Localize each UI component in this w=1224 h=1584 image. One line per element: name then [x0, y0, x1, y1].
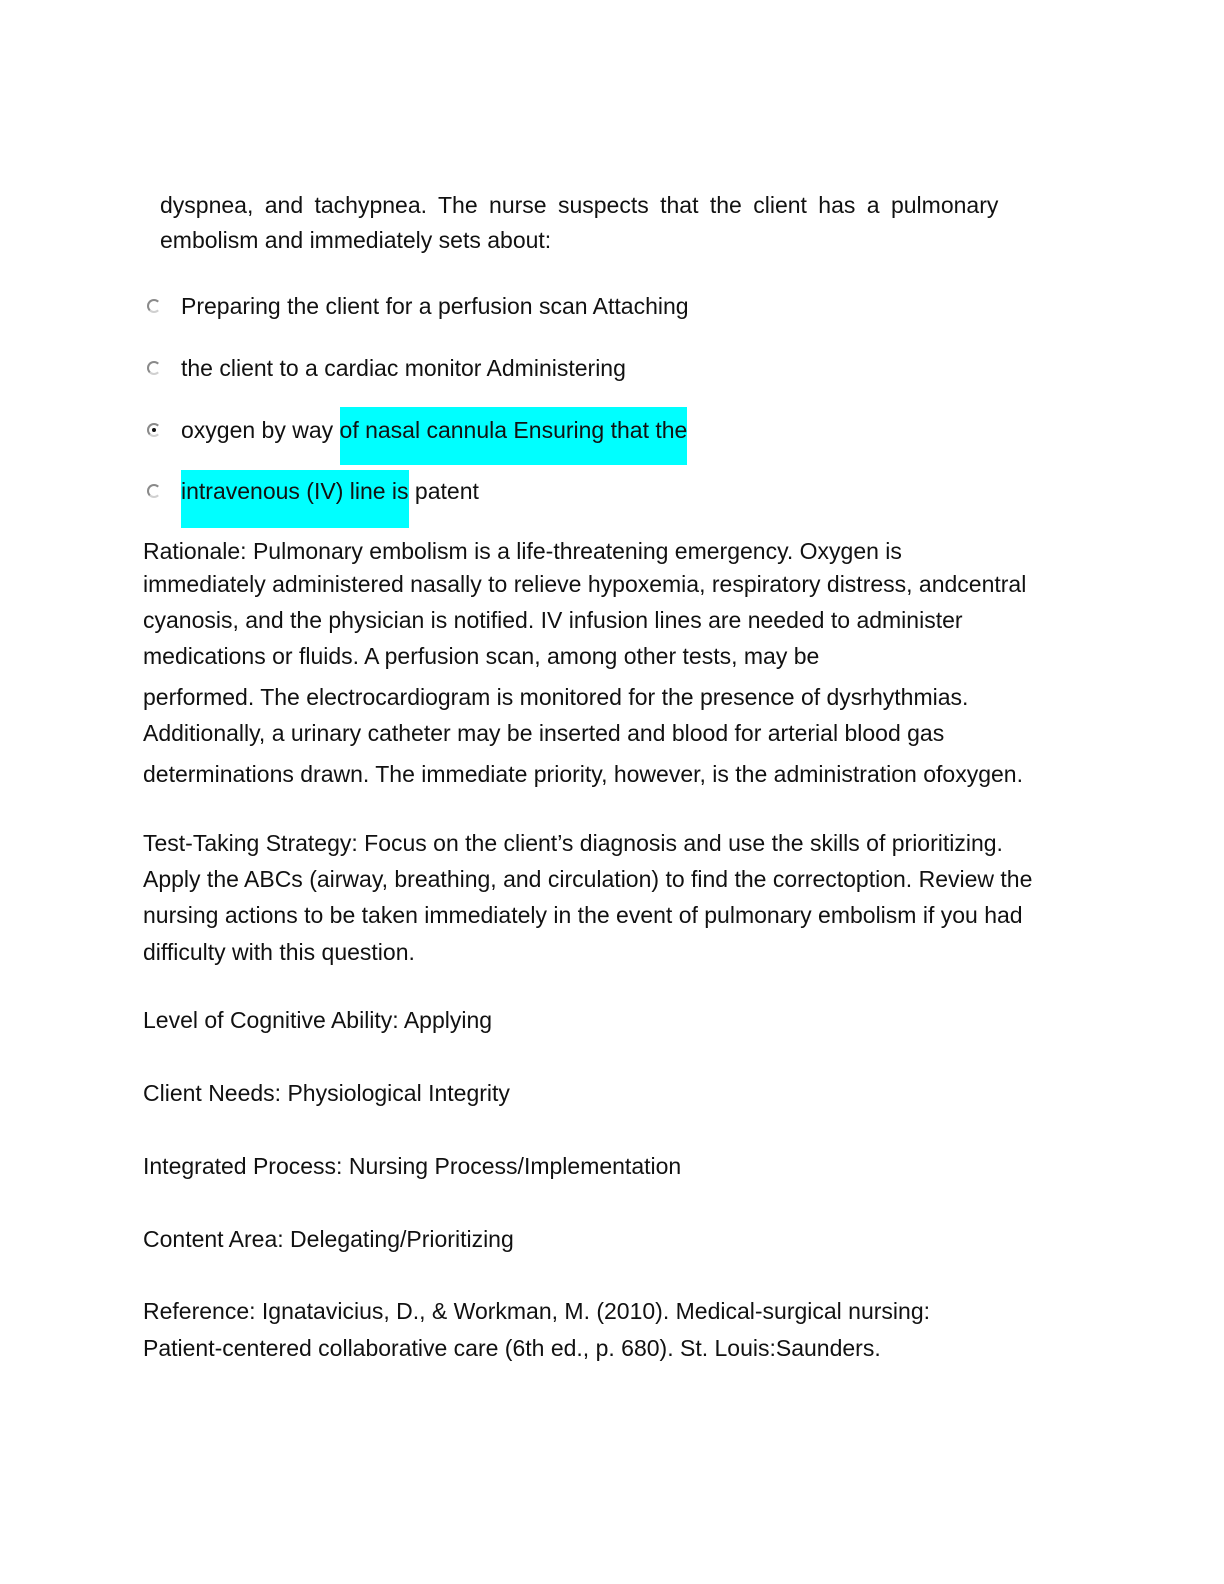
rationale-line: Rationale: Pulmonary embolism is a life-threatening emergency. Oxygen is [143, 538, 902, 564]
radio-button-icon[interactable] [147, 361, 161, 375]
cognitive-level: Level of Cognitive Ability: Applying [143, 1007, 493, 1033]
answer-option-label [181, 410, 687, 450]
radio-button-selected-icon[interactable] [147, 423, 161, 437]
strategy-line: nursing actions to be taken immediately in the event of pulmonary embolism if you had [143, 902, 1023, 928]
radio-button-icon[interactable] [147, 484, 161, 498]
reference-line: Reference: Ignatavicius, D., & Workman, M. (2010). Medical-surgical nursing: [143, 1298, 930, 1324]
answer-option-label [181, 471, 479, 511]
rationale-line: Additionally, a urinary catheter may be inserted and blood for arterial blood gas [143, 720, 945, 746]
highlighted-text: intravenous (IV) line is [181, 470, 409, 528]
strategy-line: Test-Taking Strategy: Focus on the client’s diagnosis and use the skills of prioritizing. [143, 830, 1003, 856]
answer-option-3[interactable] [142, 410, 687, 450]
highlighted-text: of nasal cannula Ensuring that the [340, 407, 688, 465]
rationale-line: medications or fluids. A perfusion scan, among other tests, may be [143, 643, 820, 669]
reference-line: Patient-centered collaborative care (6th ed., p. 680). St. Louis:Saunders. [143, 1335, 881, 1361]
answer-option-text: oxygen by way [181, 417, 340, 443]
answer-option-2[interactable] [142, 348, 626, 388]
answer-option-label: the client to a cardiac monitor Administering [181, 355, 626, 381]
strategy-line: Apply the ABCs (airway, breathing, and circulation) to find the correctoption. Review the [143, 866, 1033, 892]
client-needs: Client Needs: Physiological Integrity [143, 1080, 510, 1106]
rationale-line: immediately administered nasally to relieve hypoxemia, respiratory distress, andcentral [143, 571, 1027, 597]
content-area: Content Area: Delegating/Prioritizing [143, 1226, 514, 1252]
rationale-line: cyanosis, and the physician is notified. IV infusion lines are needed to administer [143, 607, 963, 633]
answer-option-1[interactable] [142, 286, 689, 326]
answer-option-text: patent [408, 478, 479, 504]
rationale-line: determinations drawn. The immediate priority, however, is the administration ofoxygen. [143, 761, 1023, 787]
integrated-process: Integrated Process: Nursing Process/Implementation [143, 1153, 682, 1179]
rationale-line: performed. The electrocardiogram is monitored for the presence of dysrhythmias. [143, 684, 969, 710]
answer-option-label: Preparing the client for a perfusion scan Attaching [181, 293, 689, 319]
strategy-line: difficulty with this question. [143, 939, 415, 965]
radio-button-icon[interactable] [147, 299, 161, 313]
answer-option-4[interactable] [142, 471, 479, 511]
question-stem-line-2: embolism and immediately sets about: [160, 227, 552, 253]
question-stem-line-1: dyspnea, and tachypnea. The nurse suspects that the client has a pulmonary [160, 192, 999, 218]
